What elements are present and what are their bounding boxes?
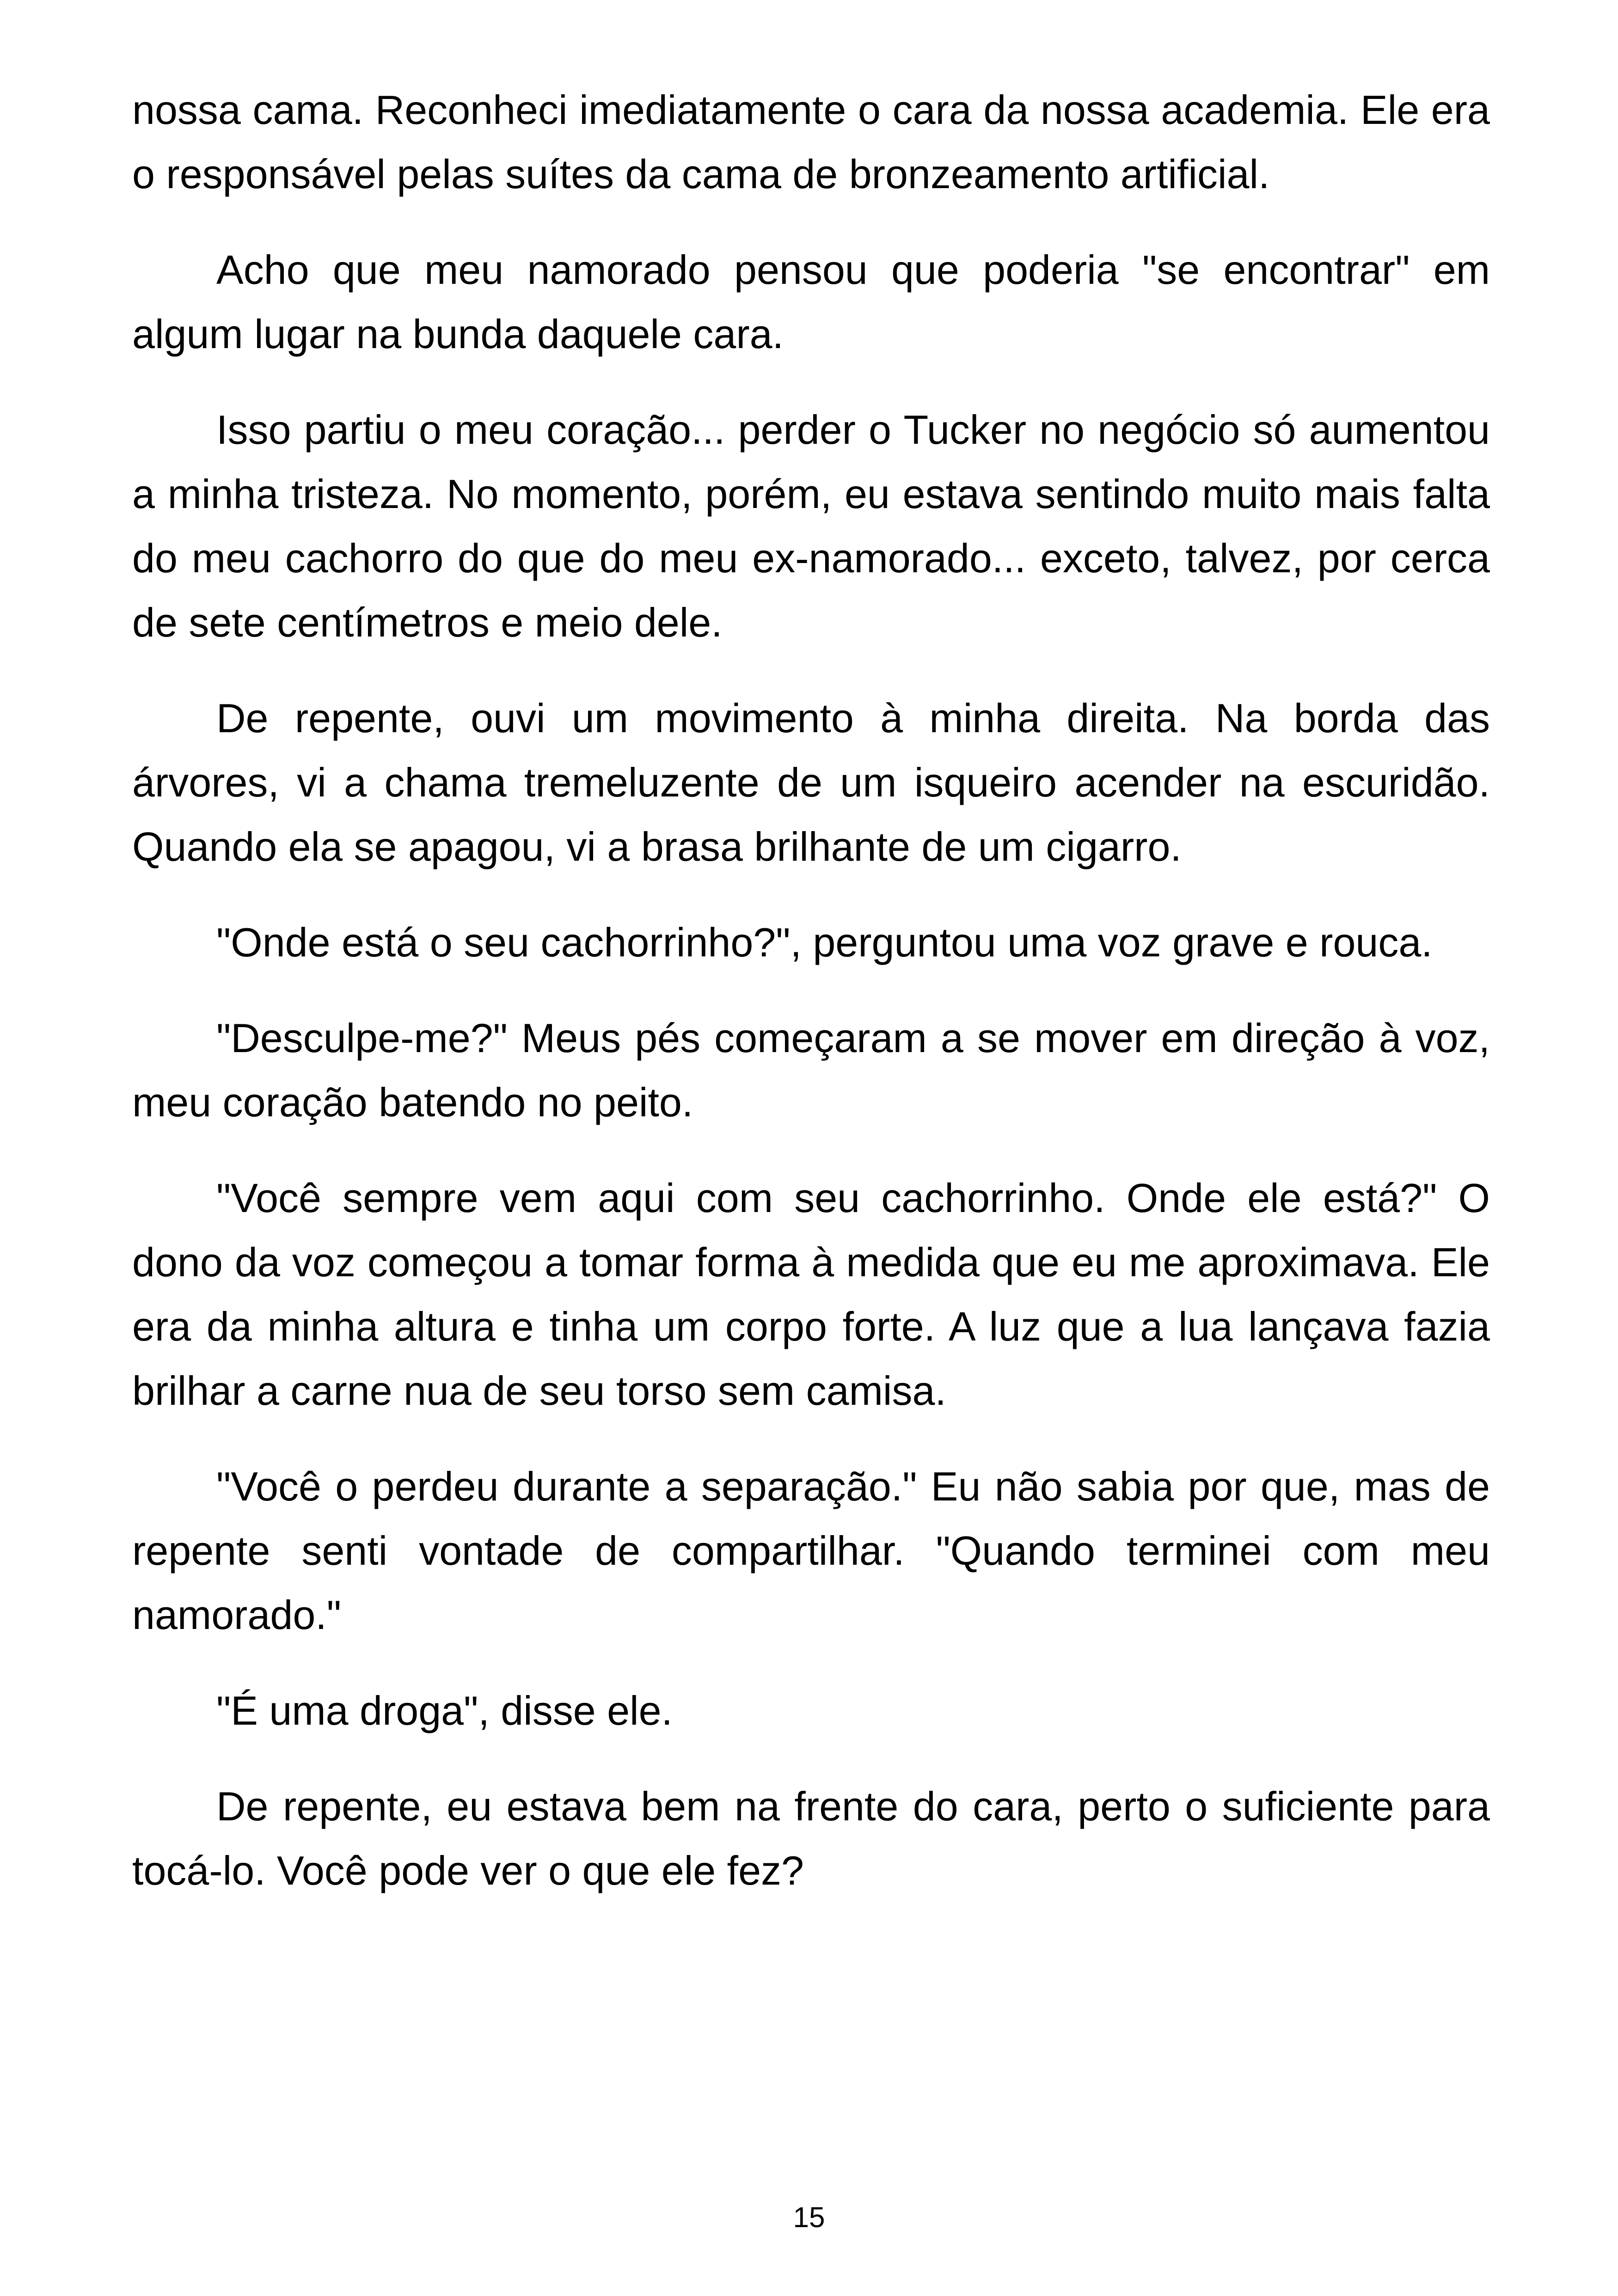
body-text bbox=[132, 78, 1490, 1934]
paragraph-3: Isso partiu o meu coração... perder o Tucker no negócio só aumentou a minha tristeza. No momento, porém, eu estava sentindo muito mais falta do meu cachorro do que do meu ex-namorado... exceto, talvez, por cerca de sete centímetros e meio dele. bbox=[132, 407, 1490, 645]
paragraph-5: "Onde está o seu cachorrinho?", perguntou uma voz grave e rouca. bbox=[216, 919, 1433, 965]
paragraph-4: De repente, ouvi um movimento à minha direita. Na borda das árvores, vi a chama tremeluzente de um isqueiro acender na escuridão. Quando ela se apagou, vi a brasa brilhante de um cigarro. bbox=[132, 695, 1490, 869]
paragraph-10: De repente, eu estava bem na frente do cara, perto o suficiente para tocá-lo. Você pode ver o que ele fez? bbox=[132, 1783, 1490, 1893]
page-number: 15 bbox=[793, 2202, 825, 2234]
paragraph-7: "Você sempre vem aqui com seu cachorrinho. Onde ele está?" O dono da voz começou a tomar forma à medida que eu me aproximava. Ele era da minha altura e tinha um corpo forte. A luz que a lua lançava fazia brilhar a carne nua de seu torso sem camisa. bbox=[132, 1175, 1490, 1414]
paragraph-6: "Desculpe-me?" Meus pés começaram a se mover em direção à voz, meu coração batendo no peito. bbox=[132, 1015, 1490, 1125]
paragraph-9: "É uma droga", disse ele. bbox=[216, 1688, 673, 1733]
paragraph-1: nossa cama. Reconheci imediatamente o cara da nossa academia. Ele era o responsável pelas suítes da cama de bronzeamento artificial. bbox=[132, 87, 1490, 197]
paragraph-8: "Você o perdeu durante a separação." Eu não sabia por que, mas de repente senti vontade de compartilhar. "Quando terminei com meu namorado." bbox=[132, 1463, 1490, 1638]
paragraph-2: Acho que meu namorado pensou que poderia "se encontrar" em algum lugar na bunda daquele cara. bbox=[132, 247, 1490, 357]
